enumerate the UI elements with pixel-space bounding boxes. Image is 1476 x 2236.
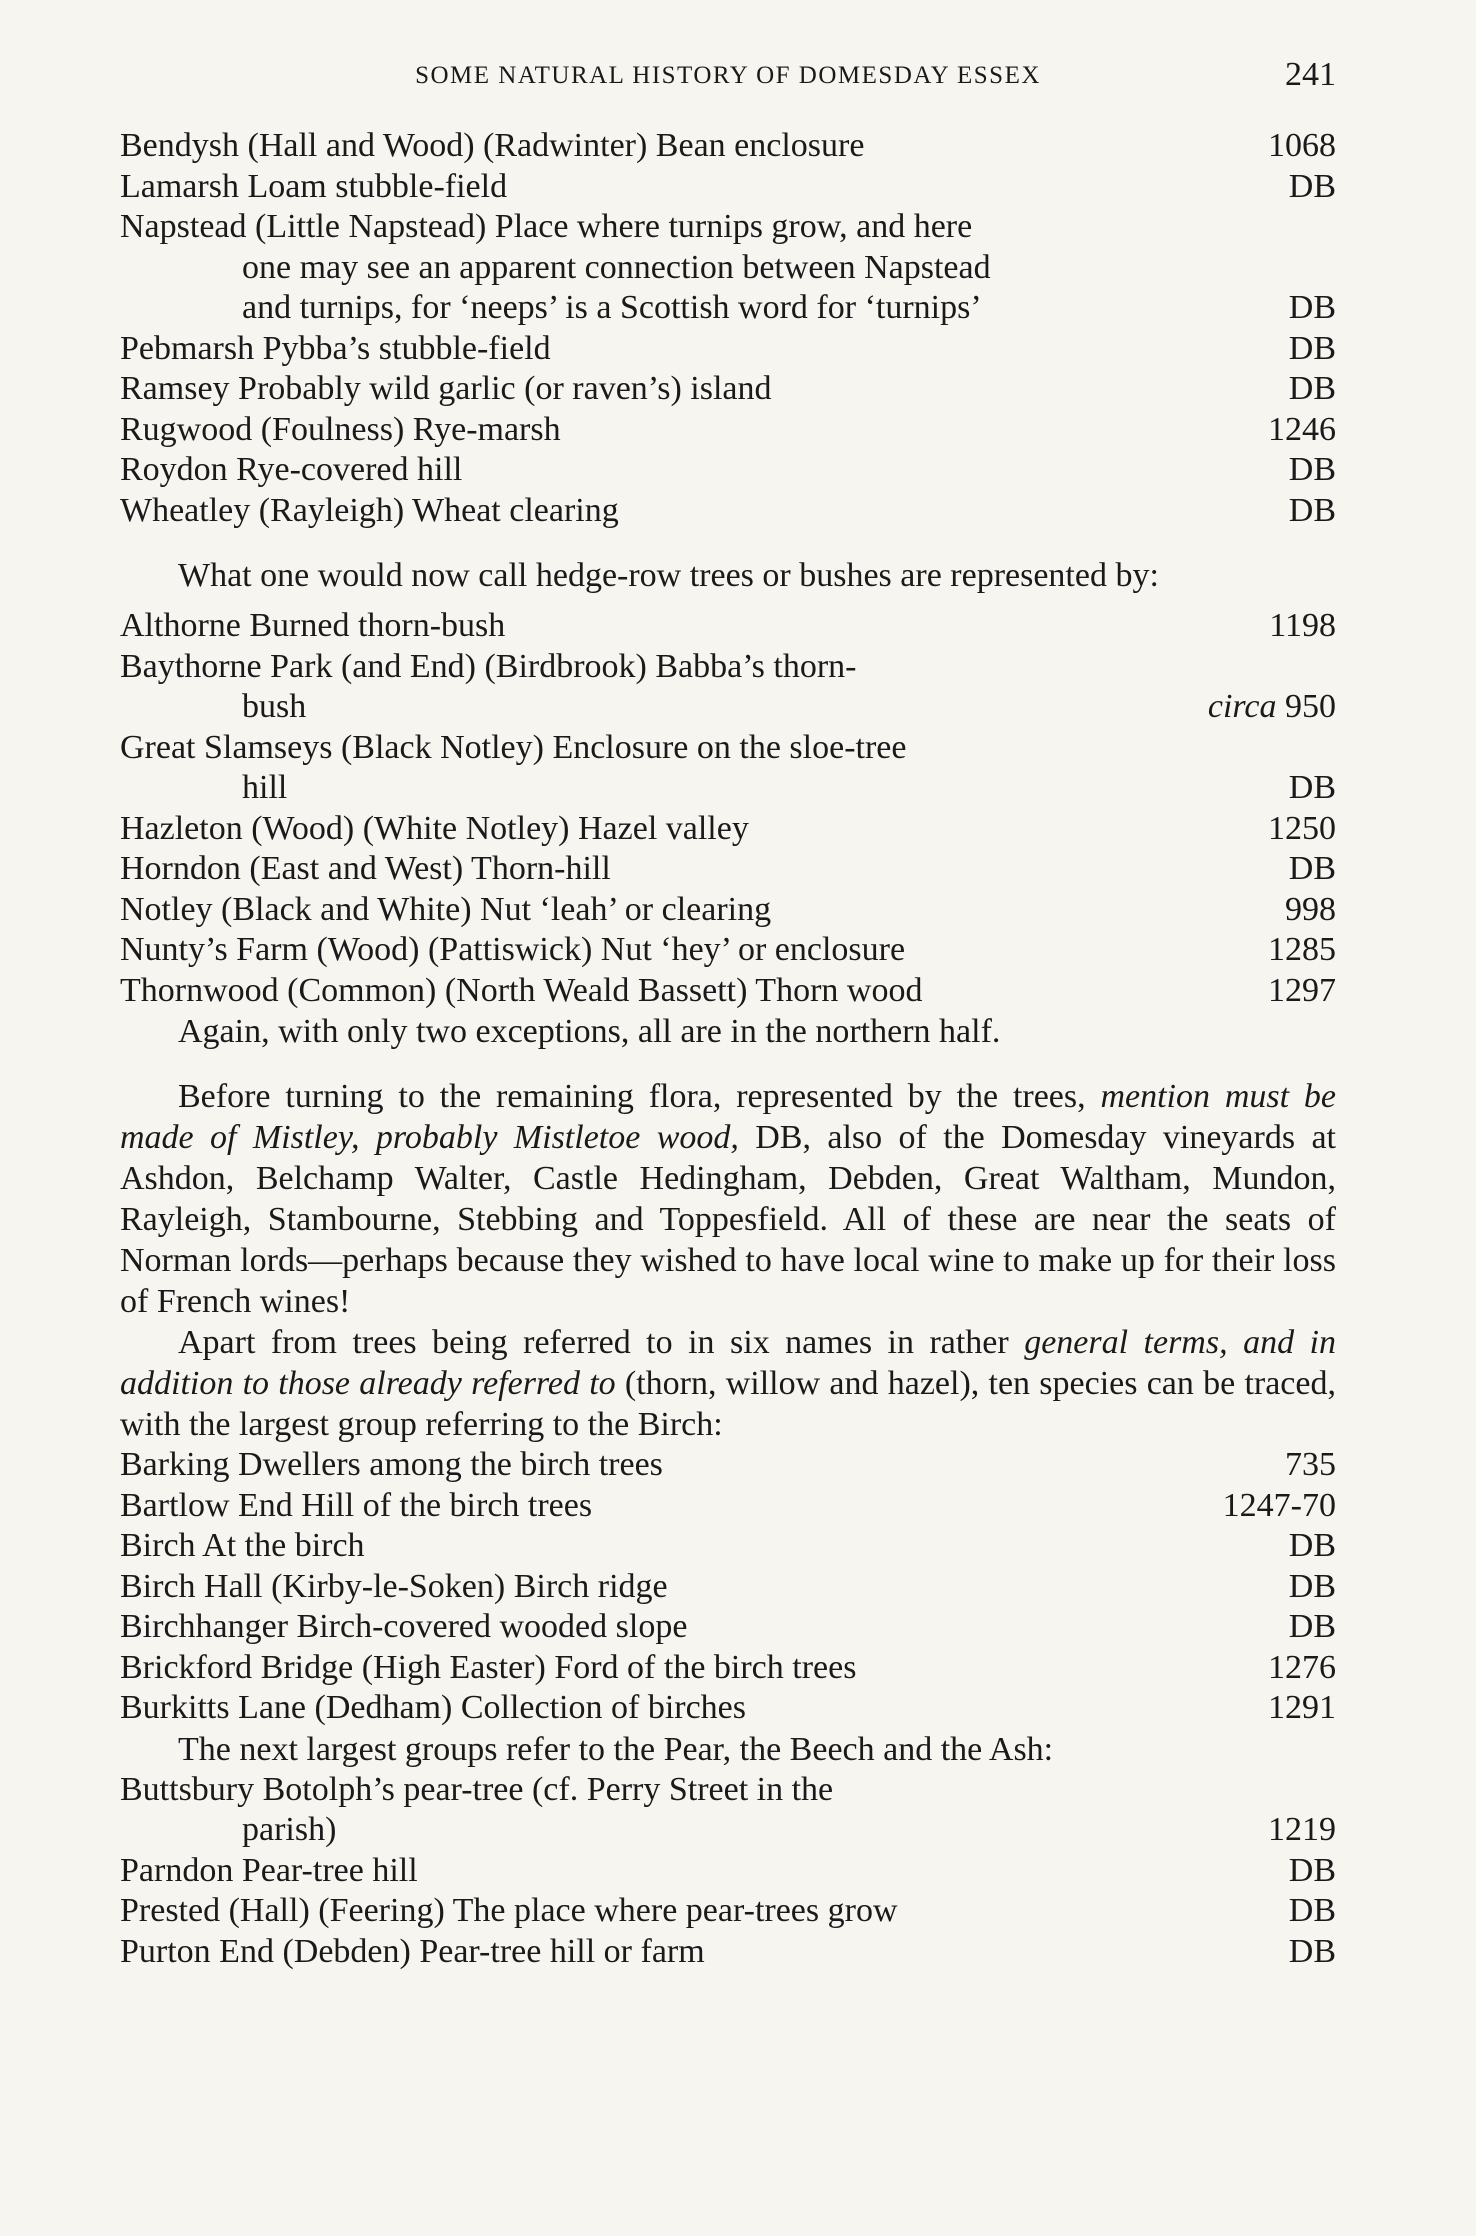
entry-date: DB	[1288, 289, 1336, 326]
entry-date: 1068	[1268, 127, 1336, 164]
entry-date: DB	[1288, 167, 1336, 205]
list-entry	[120, 647, 1336, 688]
entry-date: 1276	[1268, 1648, 1336, 1686]
entry-text: parish)	[242, 1811, 337, 1848]
entry-text: Buttsbury Botolph’s pear-tree (cf. Perry Street in the	[120, 1770, 834, 1808]
entry-text: Purton End (Debden) Pear-tree hill or farm	[120, 1932, 705, 1970]
list-entry	[120, 890, 1336, 931]
entry-text: Burkitts Lane (Dedham) Collection of birches	[120, 1689, 746, 1726]
entry-text: Horndon (East and West) Thorn-hill	[120, 850, 611, 887]
entry-date: circa 950	[1207, 688, 1336, 725]
entry-text: Parndon Pear-tree hill	[120, 1851, 418, 1889]
entry-date: DB	[1288, 451, 1336, 488]
entry-text: one may see an apparent connection between Napstead	[242, 248, 991, 286]
running-header	[120, 52, 1336, 102]
list-entry	[120, 1688, 1336, 1729]
list-entry	[120, 450, 1336, 491]
entry-text: Rugwood (Foulness) Rye-marsh	[120, 410, 561, 448]
para3-text-end: DB, also of the Domesday vineyards at Ashdon, Belchamp Walter, Castle Hedingham, Debden, Great Waltham, Mundon, Rayleigh, Stambourne, Stebbing and Toppesfield. All of these are near the seats of Norman lords—perhaps because they wished to have local wine to make up for their loss of French wines!	[120, 1119, 1336, 1320]
entry-text: Notley (Black and White) Nut ‘leah’ or clearing	[120, 890, 772, 928]
entry-text: Roydon Rye-covered hill	[120, 451, 463, 488]
entry-date: DB	[1288, 1892, 1336, 1929]
entry-text: Bartlow End Hill of the birch trees	[120, 1486, 593, 1524]
list-entry	[120, 1567, 1336, 1608]
entry-text: Prested (Hall) (Feering) The place where pear-trees grow	[120, 1892, 898, 1929]
entry-date: 1219	[1268, 1811, 1336, 1848]
entry-text: Wheatley (Rayleigh) Wheat clearing	[120, 491, 619, 529]
entry-date: 1285	[1268, 931, 1336, 968]
list-entry	[120, 606, 1336, 647]
entry-date: 735	[1285, 1446, 1336, 1483]
para4-text-end: (thorn, willow and hazel), ten species can be traced, with the largest group referring to the Birch:	[120, 1365, 1336, 1443]
entry-text: Bendysh (Hall and Wood) (Radwinter) Bean enclosure	[120, 127, 865, 164]
entry-date: 1297	[1268, 971, 1336, 1009]
list-entry	[120, 809, 1336, 850]
entry-date: DB	[1288, 1851, 1336, 1889]
entry-text: Birch At the birch	[120, 1527, 365, 1564]
list-entry	[120, 1486, 1336, 1527]
list-entry	[120, 930, 1336, 971]
entry-date: DB	[1288, 1567, 1336, 1605]
entry-text: Nunty’s Farm (Wood) (Pattiswick) Nut ‘hey’ or enclosure	[120, 931, 906, 968]
list-entry	[120, 1607, 1336, 1648]
place-name-list-pear	[120, 1770, 1336, 1973]
entry-date: 1291	[1268, 1689, 1336, 1726]
entry-date: 1247-70	[1222, 1486, 1336, 1524]
paragraph-tree-species	[120, 1322, 1336, 1445]
entry-text: Pebmarsh Pybba’s stubble-field	[120, 329, 551, 367]
page	[120, 52, 1336, 1972]
entry-date: DB	[1288, 1527, 1336, 1564]
para4-text-start: Apart from trees being referred to in six names in rather	[178, 1324, 1025, 1361]
list-entry	[120, 329, 1336, 370]
list-entry	[120, 1891, 1336, 1932]
list-entry	[120, 248, 1336, 289]
entry-text: Lamarsh Loam stubble-field	[120, 167, 508, 205]
entry-text: Baythorne Park (and End) (Birdbrook) Babba’s thorn-	[120, 647, 857, 685]
running-title: SOME NATURAL HISTORY OF DOMESDAY ESSEX	[415, 62, 1041, 89]
list-entry	[120, 167, 1336, 208]
list-entry	[120, 1648, 1336, 1689]
list-entry	[120, 1810, 1336, 1851]
list-entry	[120, 687, 1336, 728]
paragraph-mistley-vineyards	[120, 1076, 1336, 1322]
entry-text: Birchhanger Birch-covered wooded slope	[120, 1608, 688, 1645]
list-entry	[120, 1932, 1336, 1973]
paragraph-hedgerow-intro: What one would now call hedge-row trees or bushes are represented by:	[178, 557, 1159, 594]
paragraph-pear-beech-ash: The next largest groups refer to the Pear, the Beech and the Ash:	[178, 1730, 1054, 1768]
entry-text: Thornwood (Common) (North Weald Bassett) Thorn wood	[120, 971, 923, 1009]
page-number: 241	[1285, 56, 1336, 93]
paragraph-northern-half: Again, with only two exceptions, all are in the northern half.	[178, 1013, 1001, 1050]
entry-date: DB	[1288, 1608, 1336, 1645]
entry-date: DB	[1288, 1932, 1336, 1970]
list-entry	[120, 768, 1336, 809]
para3-text-start: Before turning to the remaining flora, represented by the trees,	[178, 1078, 1101, 1115]
entry-date: DB	[1288, 850, 1336, 887]
entry-date: 998	[1285, 890, 1336, 928]
entry-text: bush	[242, 688, 307, 725]
list-entry	[120, 126, 1336, 167]
list-entry	[120, 1770, 1336, 1811]
entry-text: Brickford Bridge (High Easter) Ford of the birch trees	[120, 1648, 857, 1686]
list-entry	[120, 1526, 1336, 1567]
list-entry	[120, 491, 1336, 532]
list-entry	[120, 1445, 1336, 1486]
place-name-list-birch	[120, 1445, 1336, 1729]
list-entry	[120, 288, 1336, 329]
entry-text: and turnips, for ‘neeps’ is a Scottish word for ‘turnips’	[242, 289, 982, 326]
list-entry	[120, 849, 1336, 890]
entry-text: Hazleton (Wood) (White Notley) Hazel valley	[120, 809, 749, 847]
entry-text: Barking Dwellers among the birch trees	[120, 1446, 663, 1483]
entry-date: DB	[1288, 491, 1336, 529]
entry-text: Ramsey Probably wild garlic (or raven’s) island	[120, 370, 772, 407]
place-name-list-crops	[120, 126, 1336, 531]
entry-date: 1250	[1268, 809, 1336, 847]
place-name-list-hedgerow	[120, 606, 1336, 1011]
entry-text: Althorne Burned thorn-bush	[120, 607, 506, 644]
list-entry	[120, 410, 1336, 451]
list-entry	[120, 728, 1336, 769]
entry-text: hill	[242, 769, 288, 806]
list-entry	[120, 369, 1336, 410]
list-entry	[120, 971, 1336, 1012]
entry-date: DB	[1288, 370, 1336, 407]
entry-date: 1198	[1269, 607, 1336, 644]
entry-date: 1246	[1268, 410, 1336, 448]
entry-date: DB	[1288, 329, 1336, 367]
list-entry	[120, 1851, 1336, 1892]
entry-text: Napstead (Little Napstead) Place where turnips grow, and here	[120, 208, 973, 245]
para3-italic: mention must be made of Mistley, probably Mistletoe wood,	[120, 1078, 1336, 1156]
list-entry	[120, 207, 1336, 248]
para4-italic: general terms, and in addition to those already referred to	[120, 1324, 1336, 1402]
entry-text: Great Slamseys (Black Notley) Enclosure on the sloe-tree	[120, 728, 907, 766]
entry-text: Birch Hall (Kirby-le-Soken) Birch ridge	[120, 1567, 668, 1605]
entry-date: DB	[1288, 769, 1336, 806]
